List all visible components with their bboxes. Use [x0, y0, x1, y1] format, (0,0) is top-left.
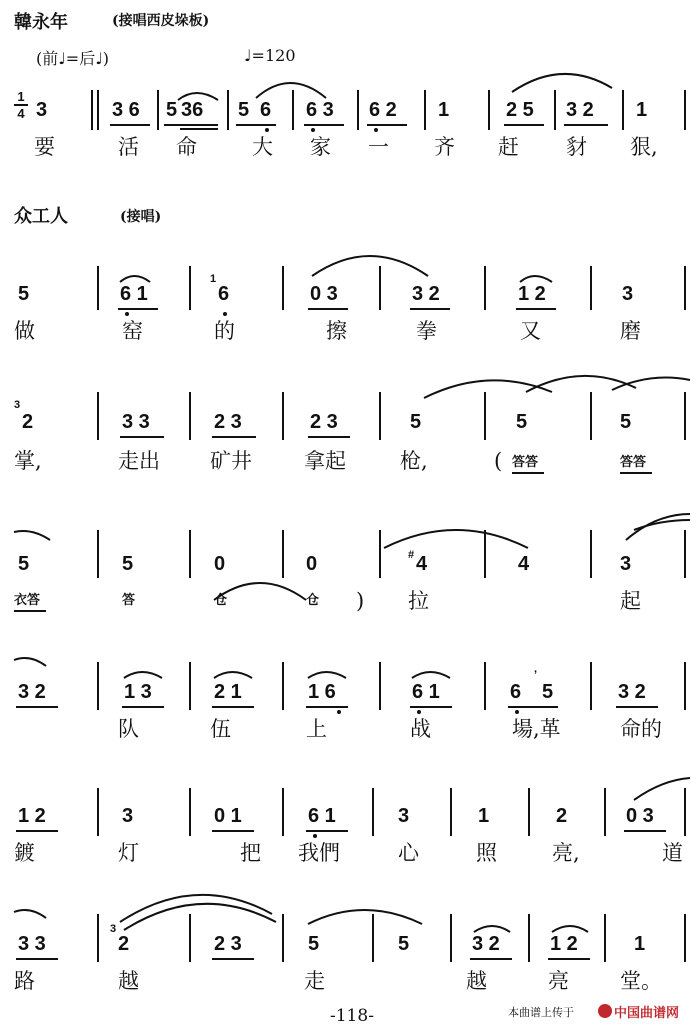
eighth-underline [212, 830, 254, 832]
note: 0 [306, 553, 318, 575]
barline [379, 530, 381, 578]
note-group: 1 2 [550, 933, 578, 955]
lyric: 队 [118, 717, 139, 741]
low-octave-dot [374, 128, 378, 132]
barline [282, 662, 284, 710]
lyric: ( [494, 449, 503, 473]
eighth-underline [14, 610, 46, 612]
note: 5 [620, 411, 632, 433]
site-logo-text: 中国曲谱网 [614, 1006, 680, 1021]
note: 5 [542, 681, 554, 703]
eighth-underline [304, 124, 344, 126]
score-system-1 [0, 90, 700, 162]
lyric: 家 [310, 135, 331, 159]
eighth-underline [516, 308, 556, 310]
barline [379, 392, 381, 440]
note-group: 1 6 [308, 681, 336, 703]
note-group: 2 3 [214, 933, 242, 955]
lyric: 赶 [498, 135, 519, 159]
lyric: 又 [520, 319, 541, 343]
sharp-sign: # [408, 549, 415, 561]
barline [590, 662, 592, 710]
lyric: 亮, [552, 841, 580, 865]
eighth-underline [620, 472, 652, 474]
eighth-underline [564, 124, 608, 126]
note-group: 6 1 [120, 283, 148, 305]
grace-note: 3 [110, 923, 117, 935]
eighth-underline [164, 124, 218, 126]
barline [97, 788, 99, 836]
note-group: 2 5 [506, 99, 534, 121]
lyric: 一 [368, 135, 389, 159]
eighth-underline [212, 706, 254, 708]
note: 5 [238, 99, 250, 121]
eighth-underline [306, 830, 348, 832]
eighth-underline [470, 958, 512, 960]
lyric: 越 [466, 969, 487, 993]
eighth-underline [410, 706, 452, 708]
lyric: 擦 [326, 319, 347, 343]
lyric: 場,革 [512, 717, 561, 741]
lyric: 起 [620, 589, 641, 613]
lyric: 路 [14, 969, 35, 993]
barline [282, 392, 284, 440]
role-performance-note: (接唱西皮垛板) [112, 13, 210, 29]
note: 5 [410, 411, 422, 433]
note: 6 [260, 99, 272, 121]
lyric: 齐 [434, 135, 455, 159]
barline [189, 788, 191, 836]
barline [189, 530, 191, 578]
note-group: 36 [181, 99, 204, 121]
eighth-underline [410, 308, 450, 310]
breath-mark: , [534, 663, 538, 675]
low-octave-dot [311, 128, 315, 132]
low-octave-dot [125, 312, 129, 316]
lyric: 矿井 [210, 449, 252, 473]
eighth-underline [508, 706, 558, 708]
score-system-6 [0, 780, 700, 876]
barline [450, 788, 452, 836]
eighth-underline [16, 830, 58, 832]
lyric: 命 [176, 135, 197, 159]
lyric: 我們 [298, 841, 340, 865]
lyric: 战 [410, 717, 431, 741]
lyric-percussion: 答答 [512, 455, 539, 470]
lyric: 活 [118, 135, 139, 159]
barline [604, 788, 606, 836]
note: 6 [218, 283, 230, 305]
barline [622, 90, 624, 130]
low-octave-dot [265, 128, 269, 132]
eighth-underline [236, 124, 276, 126]
note: 3 [398, 805, 410, 827]
eighth-underline [16, 958, 58, 960]
note-group: 3 6 [112, 99, 140, 121]
lyric: 走出 [118, 449, 160, 473]
lyric: 鍍 [14, 841, 35, 865]
note: 5 [122, 553, 134, 575]
barline [189, 662, 191, 710]
eighth-underline [308, 436, 350, 438]
lyric: 的 [214, 319, 235, 343]
barline [684, 788, 686, 836]
lyric: 掌, [14, 449, 42, 473]
note-group: 0 3 [310, 283, 338, 305]
note: 2 [22, 411, 34, 433]
barline [528, 788, 530, 836]
note: 5 [308, 933, 320, 955]
lyric: 拳 [416, 319, 437, 343]
note-group: 0 3 [626, 805, 654, 827]
note-group: 0 1 [214, 805, 242, 827]
barline [484, 266, 486, 310]
note-group: 2 3 [214, 411, 242, 433]
lyric: 堂。 [620, 969, 662, 993]
time-signature: 1 4 [14, 90, 28, 120]
eighth-underline [306, 706, 348, 708]
note-group: 3 3 [122, 411, 150, 433]
slur [612, 378, 690, 390]
eighth-underline [118, 308, 158, 310]
eighth-underline [616, 706, 658, 708]
lyric: 伍 [210, 717, 231, 741]
eighth-underline [548, 958, 590, 960]
lyric: 枪, [400, 449, 428, 473]
note-group: 2 1 [214, 681, 242, 703]
lyric-percussion: 仓 [306, 593, 320, 608]
role-performance-note: (接唱) [120, 209, 162, 225]
tempo-change: (前♩=后♩) [36, 49, 109, 68]
barline [372, 914, 374, 962]
barline [684, 266, 686, 310]
note: 5 [18, 283, 30, 305]
barline [590, 530, 592, 578]
note: 4 [416, 553, 428, 575]
eighth-underline [16, 706, 58, 708]
note-group: 6 2 [369, 99, 397, 121]
note-group: 3 3 [18, 933, 46, 955]
lyric-percussion: 答答 [620, 455, 647, 470]
lyric: 要 [34, 135, 55, 159]
note: 3 [122, 805, 134, 827]
note: 5 [516, 411, 528, 433]
barline [97, 914, 99, 962]
lyric: 灯 [118, 841, 139, 865]
note: 5 [166, 99, 178, 121]
note: 1 [438, 99, 450, 121]
note: 3 [620, 553, 632, 575]
barline [282, 914, 284, 962]
page-number: -118- [330, 1006, 374, 1026]
barline [484, 530, 486, 578]
site-logo-icon [598, 1004, 612, 1018]
barline [684, 662, 686, 710]
barline [684, 530, 686, 578]
role-name-han-yongnian: 韓永年 [14, 12, 68, 33]
note: 2 [118, 933, 130, 955]
lyric: 做 [14, 319, 35, 343]
grace-note: 3 [14, 399, 21, 411]
lyric: 心 [398, 841, 419, 865]
barline [590, 392, 592, 440]
score-system-5 [0, 652, 700, 748]
barline [97, 530, 99, 578]
upload-note: 本曲谱上传于 [508, 1006, 574, 1019]
low-octave-dot [515, 710, 519, 714]
note-group: 3 2 [472, 933, 500, 955]
lyric: 拉 [408, 589, 429, 613]
lyric: 上 [306, 717, 327, 741]
note: 1 [634, 933, 646, 955]
note-group: 2 3 [310, 411, 338, 433]
lyric: 照 [476, 841, 497, 865]
note: 5 [398, 933, 410, 955]
barline [91, 90, 93, 130]
lyric: 大 [252, 135, 273, 159]
eighth-underline [308, 308, 348, 310]
lyric: 走 [304, 969, 325, 993]
barline [488, 90, 490, 130]
barline [189, 266, 191, 310]
note-group: 1 2 [18, 805, 46, 827]
barline [227, 90, 229, 130]
lyric-percussion: 答 [122, 593, 136, 608]
note: 5 [18, 553, 30, 575]
note-group: 6 1 [412, 681, 440, 703]
lyric: 把 [240, 841, 261, 865]
lyric: ) [356, 589, 365, 613]
eighth-underline [212, 436, 256, 438]
slur [526, 376, 636, 392]
score-system-7 [0, 900, 700, 1000]
barline [379, 266, 381, 310]
barline [97, 392, 99, 440]
lyric: 拿起 [304, 449, 346, 473]
note-group: 1 2 [518, 283, 546, 305]
barline [189, 914, 191, 962]
barline [684, 392, 686, 440]
note-group: 3 2 [566, 99, 594, 121]
note-group: 3 2 [618, 681, 646, 703]
note-group: 6 1 [308, 805, 336, 827]
barline [528, 914, 530, 962]
barline [484, 392, 486, 440]
eighth-underline [122, 706, 164, 708]
score-system-2 [0, 266, 700, 346]
note-group: 3 2 [412, 283, 440, 305]
barline [484, 662, 486, 710]
barline [97, 662, 99, 710]
note: 1 [636, 99, 648, 121]
barline [604, 914, 606, 962]
lyric: 豺 [566, 135, 587, 159]
barline [282, 266, 284, 310]
barline [97, 266, 99, 310]
low-octave-dot [313, 834, 317, 838]
sixteenth-underline [180, 128, 218, 130]
barline [450, 914, 452, 962]
low-octave-dot [223, 312, 227, 316]
lyric: 磨 [620, 319, 641, 343]
note: 3 [36, 99, 48, 121]
score-system-4 [0, 524, 700, 613]
barline [554, 90, 556, 130]
lyric-percussion: 仓 [214, 593, 228, 608]
eighth-underline [120, 436, 164, 438]
eighth-underline [212, 958, 254, 960]
barline [97, 90, 99, 130]
note-group: 1 3 [124, 681, 152, 703]
grace-note: 1 [210, 273, 217, 285]
eighth-underline [512, 472, 544, 474]
barline [424, 90, 426, 130]
low-octave-dot [337, 710, 341, 714]
lyric: 亮 [548, 969, 569, 993]
barline [189, 392, 191, 440]
lyric: 命的 [620, 717, 662, 741]
lyric: 窑 [122, 319, 143, 343]
barline [282, 530, 284, 578]
eighth-underline [367, 124, 407, 126]
role-name-workers: 众工人 [14, 206, 68, 227]
note: 1 [478, 805, 490, 827]
note: 3 [622, 283, 634, 305]
barline [379, 662, 381, 710]
barline [590, 266, 592, 310]
barline [292, 90, 294, 130]
barline [282, 788, 284, 836]
barline [684, 914, 686, 962]
tempo-mark: ♩=120 [244, 46, 296, 65]
note-group: 3 2 [18, 681, 46, 703]
note: 2 [556, 805, 568, 827]
barline [684, 90, 686, 130]
note: 4 [518, 553, 530, 575]
eighth-underline [110, 124, 150, 126]
note: 0 [214, 553, 226, 575]
note-group: 6 3 [306, 99, 334, 121]
lyric: 狠, [630, 135, 658, 159]
barline [157, 90, 159, 130]
barline [372, 788, 374, 836]
note: 6 [510, 681, 522, 703]
eighth-underline [624, 830, 666, 832]
lyric: 越 [118, 969, 139, 993]
score-system-3 [0, 392, 700, 476]
lyric: 道 [662, 841, 683, 865]
lyric-percussion: 衣答 [14, 593, 41, 608]
low-octave-dot [417, 710, 421, 714]
eighth-underline [504, 124, 544, 126]
barline [357, 90, 359, 130]
